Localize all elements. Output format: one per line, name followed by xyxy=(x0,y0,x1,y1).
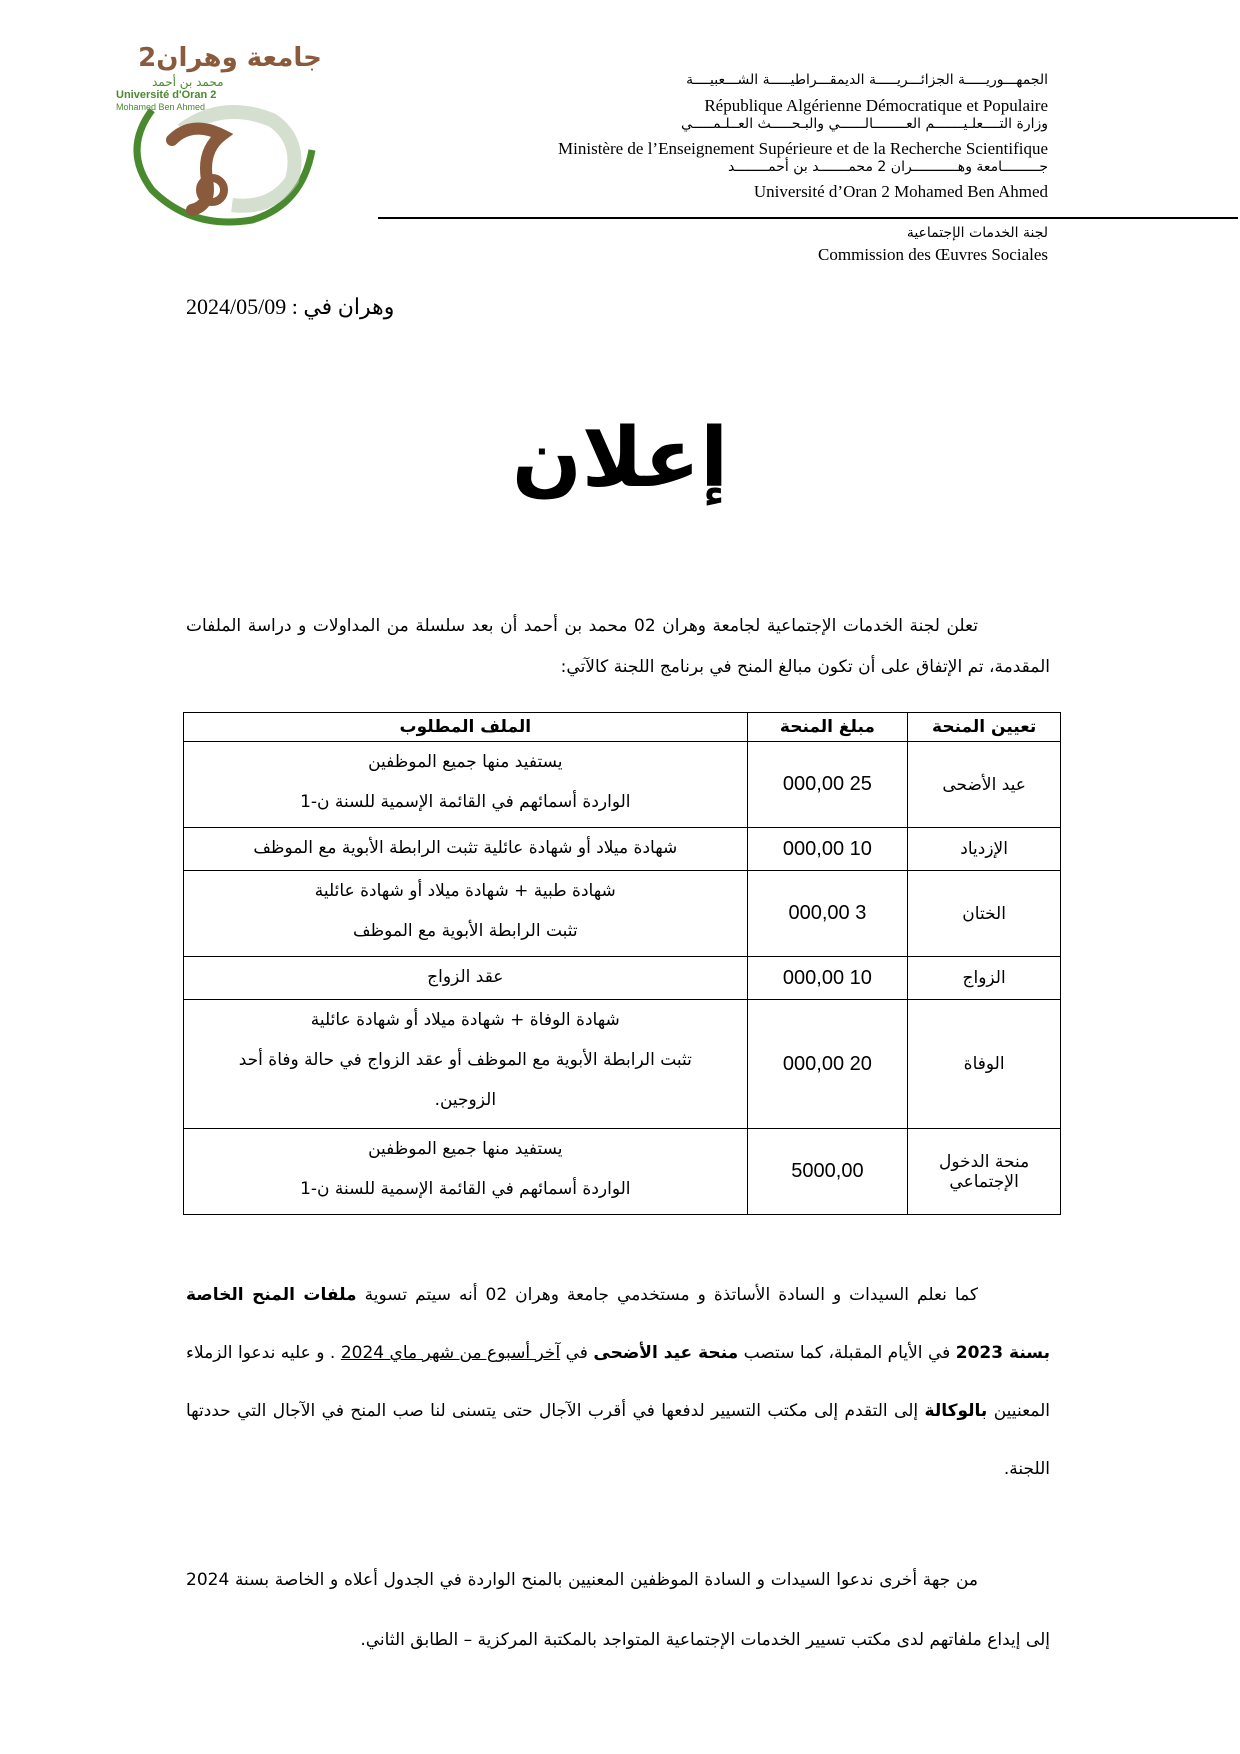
table-row xyxy=(184,1129,1061,1215)
file-line: شهادة الوفاة + شهادة ميلاد أو شهادة عائلية xyxy=(310,1010,620,1030)
table-row xyxy=(184,828,1061,871)
grants-table xyxy=(183,712,1061,1215)
header-ministry-ar: وزارة التــــعلـيـــــــم العــــــــالــــــي والبـحـــــث العــلـمـــــي xyxy=(680,116,1048,132)
grant-required-file xyxy=(184,1129,748,1215)
file-line: تثبت الرابطة الأبوية مع الموظف xyxy=(352,921,578,941)
page-title: إعلان xyxy=(511,411,729,506)
grant-amount: 20 000,00 xyxy=(747,1000,908,1129)
logo-name-fr: Université d'Oran 2 xyxy=(116,89,217,101)
table-row xyxy=(184,1000,1061,1129)
document-date: وهران في : 2024/05/09 xyxy=(186,294,395,319)
table-row xyxy=(184,742,1061,828)
grant-name: عيد الأضحى xyxy=(908,742,1061,828)
notice-underlined-date: آخر أسبوع من شهر ماي 2024 xyxy=(340,1343,561,1363)
header-university-fr: Université d’Oran 2 Mohamed Ben Ahmed xyxy=(753,182,1048,201)
grant-amount: 3 000,00 xyxy=(747,871,908,957)
file-line: تثبت الرابطة الأبوية مع الموظف أو عقد الزواج في حالة وفاة أحد xyxy=(238,1050,692,1070)
intro-paragraph xyxy=(186,606,1050,688)
grant-name: الوفاة xyxy=(908,1000,1061,1129)
header-ministry-fr: Ministère de l’Enseignement Supérieure et de la Recherche Scientifique xyxy=(558,139,1048,158)
deposit-text: من جهة أخرى ندعوا السيدات و السادة الموظفين المعنيين بالمنح الواردة في الجدول أعلاه و الخاصة بسنة 2024 إلى إيداع ملفاتهم لدى مكتب تسيير الخدمات الإجتماعية المتواجد بالمكتبة المركزية – الطابق الثاني. xyxy=(186,1570,1050,1650)
grant-required-file xyxy=(184,1000,748,1129)
table-header-row xyxy=(184,713,1061,742)
grant-name: الختان xyxy=(908,871,1061,957)
header-required-file: الملف المطلوب xyxy=(184,713,748,742)
file-line: يستفيد منها جميع الموظفين xyxy=(368,1139,563,1159)
file-line: الزوجين. xyxy=(434,1090,497,1110)
deposit-paragraph xyxy=(186,1550,1050,1670)
header-grant-amount: مبلغ المنحة xyxy=(747,713,908,742)
table-row xyxy=(184,871,1061,957)
grant-required-file xyxy=(184,828,748,871)
notice-text-3: في xyxy=(560,1343,594,1363)
notice-bold-files: ملفات المنح الخاصة بسنة 2023 xyxy=(186,1285,1050,1363)
file-line: شهادة طبية + شهادة ميلاد أو شهادة عائلية xyxy=(314,881,616,901)
grant-amount: 10 000,00 xyxy=(747,957,908,1000)
notice-text-2: في الأيام المقبلة، كما ستصب xyxy=(738,1343,956,1363)
header-grant-name: تعيين المنحة xyxy=(908,713,1061,742)
logo-sub-fr: Mohamed Ben Ahmed xyxy=(116,102,206,112)
header-university-ar: جـــــــــامعة وهـــــــــــران 2 محمـــــــد بن أحمــــــــد xyxy=(728,159,1048,175)
grant-amount: 5000,00 xyxy=(747,1129,908,1215)
header-commission-ar: لجنة الخدمات الإجتماعية xyxy=(906,225,1048,241)
notice-bold-eid: منحة عيد الأضحى xyxy=(593,1343,739,1363)
file-line: شهادة ميلاد أو شهادة عائلية تثبت الرابطة الأبوية مع الموظف xyxy=(253,838,678,858)
grant-required-file xyxy=(184,957,748,1000)
file-line: الواردة أسمائهم في القائمة الإسمية للسنة ن-1 xyxy=(300,1179,631,1199)
file-line: يستفيد منها جميع الموظفين xyxy=(368,752,563,772)
notice-paragraph xyxy=(186,1266,1050,1498)
grant-amount: 10 000,00 xyxy=(747,828,908,871)
header-divider xyxy=(378,217,1238,219)
table-row xyxy=(184,957,1061,1000)
university-logo xyxy=(112,40,332,230)
grant-name: الإزدياد xyxy=(908,828,1061,871)
header-republic-ar: الجمهـــوريـــــة الجزائـــريـــــة الديمقـــراطيـــــة الشـــعبيــــة xyxy=(686,72,1048,88)
logo-name-ar: جامعة وهران2 xyxy=(138,43,322,73)
header-republic-fr: République Algérienne Démocratique et Populaire xyxy=(704,96,1048,115)
notice-bold-agency: بالوكالة xyxy=(924,1401,988,1421)
file-line: الواردة أسمائهم في القائمة الإسمية للسنة ن-1 xyxy=(300,792,631,812)
file-line: عقد الزواج xyxy=(427,967,504,987)
grant-amount: 25 000,00 xyxy=(747,742,908,828)
grant-name: الزواج xyxy=(908,957,1061,1000)
notice-text-5: إلى التقدم إلى مكتب التسيير لدفعها في أقرب الآجال حتى يتسنى لنا صب المنح في الآجال التي حددتها اللجنة. xyxy=(186,1401,1050,1479)
grant-required-file xyxy=(184,742,748,828)
grant-name: منحة الدخول الإجتماعي xyxy=(908,1129,1061,1215)
notice-text-1: كما نعلم السيدات و السادة الأساتذة و مستخدمي جامعة وهران 02 أنه سيتم تسوية xyxy=(356,1285,978,1305)
grant-required-file xyxy=(184,871,748,957)
logo-sub-ar: محمد بن أحمد xyxy=(152,75,224,89)
notice-text-4: . و عليه ندعوا الزملاء المعنيين xyxy=(186,1343,1051,1421)
header-commission-fr: Commission des Œuvres Sociales xyxy=(818,245,1048,264)
intro-text: تعلن لجنة الخدمات الإجتماعية لجامعة وهران 02 محمد بن أحمد أن بعد سلسلة من المداولات و دراسة الملفات المقدمة، تم الإتفاق على أن تكون مبالغ المنح في برنامج اللجنة كالآتي: xyxy=(186,616,1050,677)
